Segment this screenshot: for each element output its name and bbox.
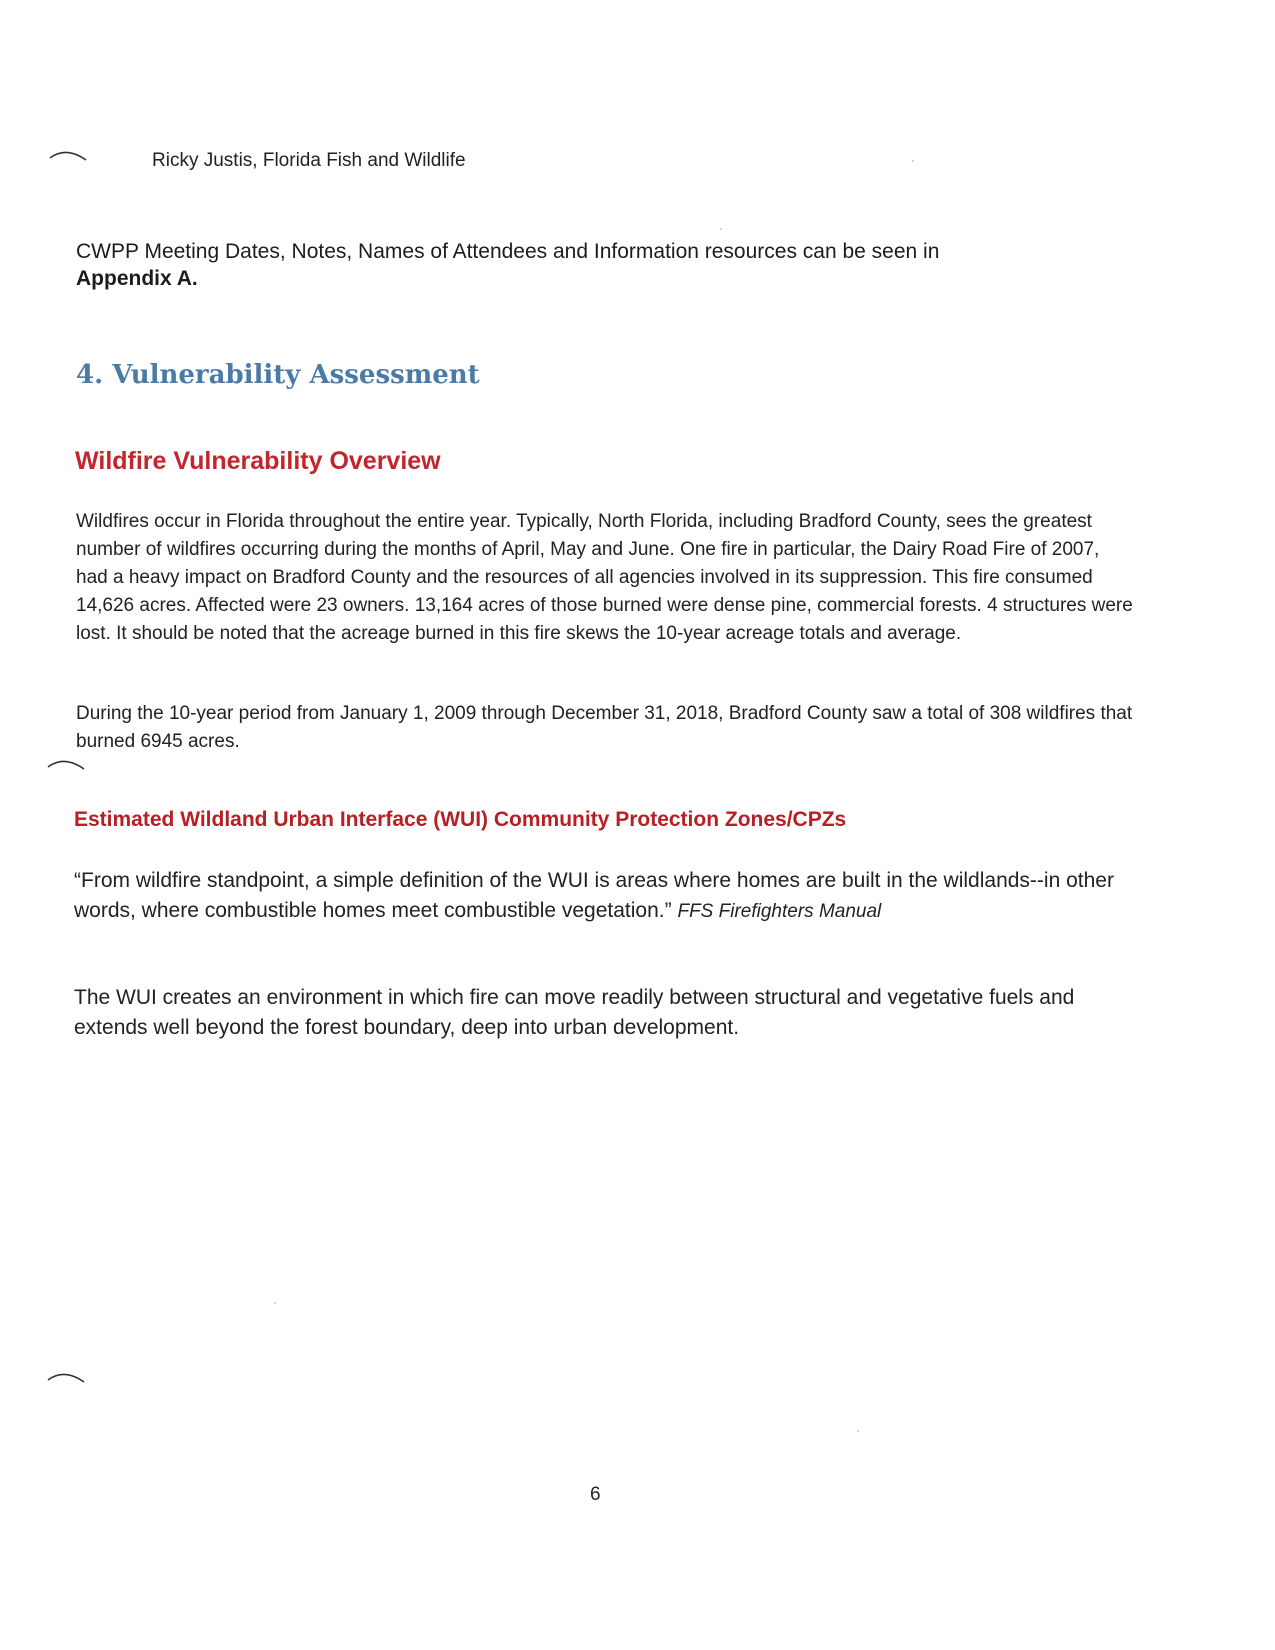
scan-speck bbox=[274, 1302, 276, 1304]
hole-punch-mark-top bbox=[48, 146, 90, 162]
hole-punch-mark-bottom bbox=[46, 1368, 88, 1384]
cwpp-note bbox=[76, 238, 1076, 292]
appendix-reference: Appendix A. bbox=[76, 267, 198, 290]
paragraph-overview: Wildfires occur in Florida throughout the entire year. Typically, North Florida, including Bradford County, sees the greatest number of wildfires occurring during the months of April, May and June. One fire in particular, the Dairy Road Fire of 2007, had a heavy impact on Bradford County and the resources of all agencies involved in its suppression. This fire consumed 14,626 acres. Affected were 23 owners. 13,164 acres of those burned were dense pine, commercial forests. 4 structures were lost. It should be noted that the acreage burned in this fire skews the 10-year acreage totals and average. bbox=[76, 511, 1133, 644]
scan-speck bbox=[857, 1430, 859, 1432]
section-heading: 4. Vulnerability Assessment bbox=[76, 360, 480, 390]
quote-text: “From wildfire standpoint, a simple definition of the WUI is areas where homes are built in the wildlands--in other words, where combustible homes meet combustible vegetation.” bbox=[74, 869, 1114, 922]
cwpp-note-text: CWPP Meeting Dates, Notes, Names of Attendees and Information resources can be seen in bbox=[76, 240, 940, 263]
paragraph-wui: The WUI creates an environment in which fire can move readily between structural and vegetative fuels and extends well beyond the forest boundary, deep into urban development. bbox=[74, 986, 1075, 1039]
attendee-line: Ricky Justis, Florida Fish and Wildlife bbox=[152, 150, 466, 171]
subheading-overview: Wildfire Vulnerability Overview bbox=[75, 447, 441, 475]
subheading-wui: Estimated Wildland Urban Interface (WUI) Community Protection Zones/CPZs bbox=[74, 808, 847, 831]
paragraph-period: During the 10-year period from January 1, 2009 through December 31, 2018, Bradford County saw a total of 308 wildfires that burned 6945 acres. bbox=[76, 703, 1133, 752]
page-number: 6 bbox=[590, 1484, 601, 1505]
wui-definition-quote bbox=[74, 866, 1114, 927]
scan-speck bbox=[912, 160, 914, 162]
hole-punch-mark-middle bbox=[46, 755, 88, 771]
quote-citation: FFS Firefighters Manual bbox=[677, 901, 882, 922]
scan-speck bbox=[720, 228, 722, 230]
